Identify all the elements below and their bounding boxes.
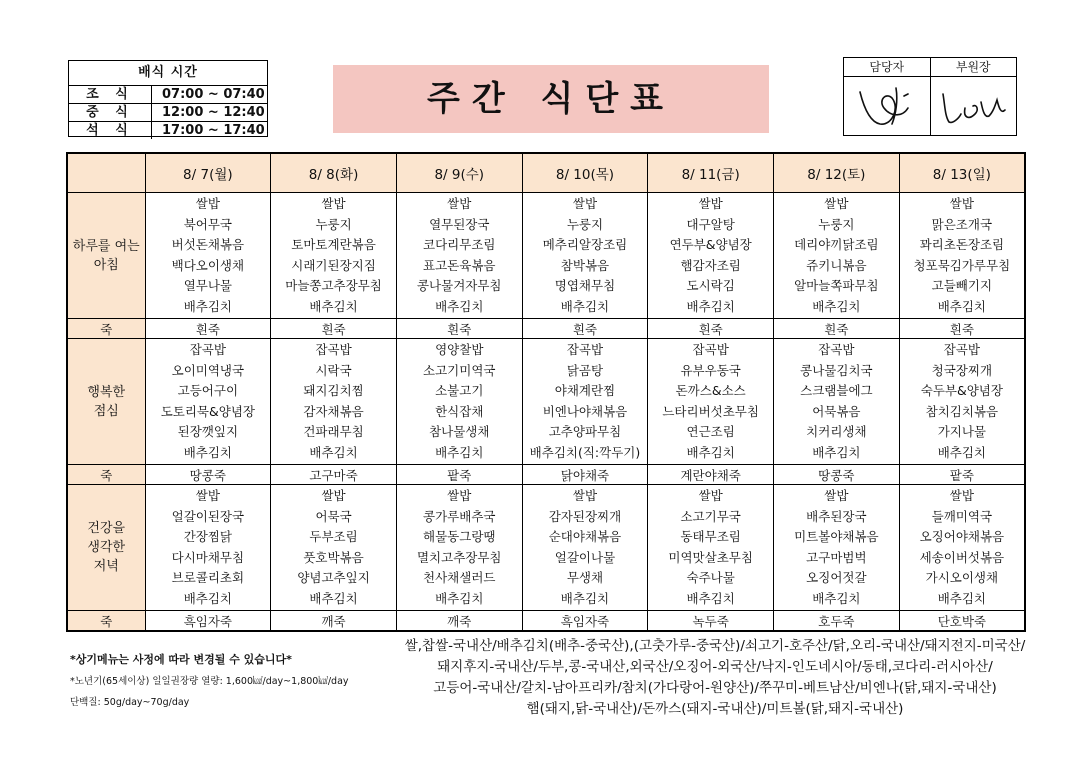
menu-item: 고들빼기지 [931,278,993,293]
menu-item: 오징어젓갈 [806,570,867,585]
day-header: 8/ 11(금) [648,153,774,193]
menu-item: 토마토계란볶음 [291,237,376,252]
menu-item: 잡곡밥 [692,342,729,357]
menu-item: 연근조림 [686,424,735,439]
menu-item: 쌀밥 [949,488,974,503]
menu-item: 배추김치 [812,298,861,314]
porridge-cell: 땅콩죽 [774,465,900,485]
menu-item: 대구알탕 [686,216,735,232]
menu-item: 콩나물김치국 [800,362,873,378]
menu-item: 쌀밥 [698,488,723,503]
menu-item: 잡곡밥 [189,342,226,357]
day-header: 8/ 12(토) [774,153,900,193]
menu-item: 버섯돈채볶음 [171,237,245,252]
meal-time-value: 12:00 ~ 12:40 [162,105,265,120]
approval-header: 부원장 [931,58,1017,77]
meal-row [67,193,1025,319]
menu-item: 콩가루배추국 [423,508,496,524]
menu-item: 알마늘쪽파무침 [794,278,879,293]
menu-item: 어묵국 [315,508,352,524]
menu-item: 멸치고추장무침 [416,549,502,565]
menu-item: 해물동그랑땡 [423,529,496,544]
menu-item: 세송이버섯볶음 [919,549,1005,565]
menu-item: 메추리알장조림 [542,237,628,252]
menu-item: 비엔나야채볶음 [542,403,628,419]
menu-item: 유부우동국 [680,362,741,378]
serving-time-row [69,86,267,104]
menu-item: 데리야끼닭조림 [794,237,879,252]
meal-time-value: 07:00 ~ 07:40 [162,87,265,102]
meal-time-label: 석 식 [69,122,152,139]
porridge-row [67,465,1025,485]
porridge-cell: 땅콩죽 [145,465,271,485]
menu-item: 배추김치 [309,298,358,314]
menu-item: 시락국 [315,362,352,378]
menu-item: 누룽지 [566,216,604,232]
menu-cell [522,193,648,319]
menu-item: 감자채볶음 [303,403,364,419]
menu-cell [899,193,1025,319]
menu-item: 북어무국 [183,216,232,232]
porridge-cell: 흑임자죽 [522,611,648,632]
menu-item: 간장찜닭 [183,529,232,544]
signature-manager [844,77,930,135]
porridge-cell: 단호박죽 [899,611,1025,632]
menu-item: 스크램블에그 [800,383,873,398]
menu-item: 배추김치 [435,444,484,460]
porridge-cell: 팥죽 [396,465,522,485]
menu-item: 배추김치 [937,590,987,606]
menu-item: 한식잡채 [435,403,484,419]
menu-item: 청포묵김가루무침 [913,257,1011,273]
porridge-cell: 흰죽 [145,319,271,339]
menu-item: 배추김치 [937,444,987,460]
meal-row [67,339,1025,465]
origin-info [385,636,1045,720]
menu-item: 두부조림 [309,529,358,544]
menu-item: 배추김치 [686,590,735,606]
serving-time-header: 배식 시간 [69,61,267,86]
menu-cell [271,485,397,611]
menu-item: 배추김치 [309,590,358,606]
menu-item: 미역맛살초무침 [668,549,753,565]
menu-item: 쌀밥 [321,488,346,503]
menu-item: 배추김치 [560,590,610,606]
menu-item: 잡곡밥 [315,342,352,357]
menu-item: 숙두부&양념장 [920,383,1003,398]
menu-item: 백다오이생채 [171,257,245,273]
menu-item: 양념고추잎지 [297,570,370,585]
menu-item: 쌀밥 [824,196,849,211]
menu-item: 배추김치 [183,590,232,606]
porridge-row [67,319,1025,339]
menu-cell [774,485,900,611]
menu-item: 쌀밥 [824,488,849,503]
menu-item: 열무된장국 [429,216,490,232]
menu-item: 느타리버섯초무침 [662,403,759,419]
menu-item: 천사채샐러드 [423,570,496,585]
menu-item: 소고기미역국 [423,362,496,378]
menu-item: 소고기무국 [680,508,741,524]
menu-cell [648,193,774,319]
menu-item: 쥬키니볶음 [806,257,867,273]
meal-row [67,485,1025,611]
menu-item: 풋호박볶음 [303,549,364,565]
menu-item: 오이미역냉국 [171,362,245,378]
menu-item: 배추김치 [183,298,232,314]
menu-cell [145,193,271,319]
menu-item: 고등어구이 [177,383,239,398]
porridge-cell: 흰죽 [271,319,397,339]
menu-change-note: *상기메뉴는 사정에 따라 변경될 수 있습니다* [70,653,292,666]
porridge-label: 죽 [67,465,145,485]
menu-cell [774,193,900,319]
porridge-cell: 호두죽 [774,611,900,632]
porridge-cell: 닭야채죽 [522,465,648,485]
day-header: 8/ 10(목) [522,153,648,193]
menu-item: 맑은조개국 [931,216,993,232]
approval-header: 담당자 [844,58,930,77]
menu-item: 쌀밥 [698,196,723,211]
menu-item: 야채계란찜 [554,383,616,398]
meal-time-value: 17:00 ~ 17:40 [162,123,265,138]
menu-item: 숙주나물 [686,570,735,585]
porridge-label: 죽 [67,611,145,632]
menu-item: 배추김치 [183,444,232,460]
menu-item: 배추김치 [435,590,484,606]
menu-cell [396,339,522,465]
menu-item: 배추김치 [686,444,735,460]
porridge-cell: 흰죽 [774,319,900,339]
menu-item: 잡곡밥 [943,342,980,357]
menu-item: 참치김치볶음 [925,403,999,419]
day-header: 8/ 8(화) [271,153,397,193]
menu-item: 배추김치 [309,444,358,460]
menu-item: 마늘쫑고추장무침 [285,278,382,293]
menu-item: 영양찰밥 [435,342,484,357]
porridge-cell: 흰죽 [522,319,648,339]
menu-item: 들깨미역국 [931,508,993,524]
menu-cell [271,193,397,319]
menu-item: 배추김치 [812,590,861,606]
menu-item: 배추김치 [435,298,484,314]
menu-item: 돼지김치찜 [303,383,364,398]
day-header-row [67,153,1025,193]
menu-item: 청국장찌개 [931,362,993,378]
approval-column-manager [844,58,930,135]
origin-line: 고등어-국내산/갈치-남아프리카/참치(가다랑어-원양산)/쭈꾸미-베트남산/비엔나(닭,돼지-국내산) [433,680,997,696]
menu-item: 닭곰탕 [566,362,604,378]
menu-item: 쌀밥 [447,196,472,211]
menu-item: 연두부&양념장 [669,237,752,252]
corner-cell [67,153,145,193]
menu-item: 건파래무침 [303,424,364,439]
menu-item: 브로콜리초회 [171,570,245,585]
menu-item: 감자된장찌개 [548,508,622,524]
page-title: 주간 식단표 [333,65,769,133]
day-header: 8/ 9(수) [396,153,522,193]
menu-item: 배추김치 [812,444,861,460]
menu-item: 도토리묵&양념장 [160,403,255,419]
menu-cell [396,193,522,319]
meal-label: 행복한 점심 [67,339,145,465]
menu-item: 쌀밥 [321,196,346,211]
menu-item: 쌀밥 [195,488,220,503]
origin-line: 쌀,찹쌀-국내산/배추김치(배추-중국산),(고춧가루-중국산)/쇠고기-호주산/닭,오리-국내산/돼지전지-미국산/ [404,638,1026,654]
menu-cell [648,485,774,611]
menu-item: 배추김치(직:깍두기) [529,444,641,460]
porridge-cell: 녹두죽 [648,611,774,632]
porridge-row [67,611,1025,632]
menu-item: 미트볼야채볶음 [794,529,879,544]
porridge-cell: 흰죽 [899,319,1025,339]
origin-line: 돼지후지-국내산/두부,콩-국내산,외국산/오징어-외국산/낙지-인도네시아/동태,코다리-러시아산/ [437,659,993,675]
menu-cell [899,339,1025,465]
menu-item: 돈까스&소스 [675,383,746,398]
menu-cell [522,339,648,465]
menu-cell [396,485,522,611]
menu-item: 잡곡밥 [818,342,855,357]
menu-item: 얼갈이나물 [554,549,616,565]
menu-item: 햄감자조림 [680,257,741,273]
menu-cell [522,485,648,611]
menu-item: 무생채 [566,570,604,585]
menu-item: 콩나물겨자무침 [416,278,502,293]
menu-item: 명엽채무침 [554,278,616,293]
menu-item: 고추양파무침 [548,424,622,439]
porridge-cell: 깨죽 [396,611,522,632]
menu-item: 누룽지 [315,216,352,232]
menu-item: 꽈리초돈장조림 [919,237,1005,252]
menu-item: 누룽지 [818,216,855,232]
menu-item: 오징어야채볶음 [919,529,1005,544]
menu-cell [899,485,1025,611]
menu-item: 표고돈육볶음 [423,257,496,273]
porridge-cell: 깨죽 [271,611,397,632]
serving-time-row [69,104,267,122]
menu-item: 열무나물 [183,278,232,293]
menu-item: 잡곡밥 [566,342,604,357]
menu-item: 순대야채볶음 [548,529,622,544]
approval-box [843,57,1017,136]
menu-cell [271,339,397,465]
menu-item: 배추된장국 [806,508,867,524]
meal-label: 하루를 여는 아침 [67,193,145,319]
menu-item: 코다리무조림 [423,237,496,252]
menu-item: 배추김치 [937,298,987,314]
serving-time-box [68,60,268,137]
energy-note: *노년기(65세이상) 일일권장량 열량: 1,600㎉/day~1,800㎉/day [70,676,349,687]
day-header: 8/ 7(월) [145,153,271,193]
menu-item: 배추김치 [686,298,735,314]
menu-item: 된장깻잎지 [177,424,239,439]
porridge-cell: 흰죽 [396,319,522,339]
porridge-cell: 흰죽 [648,319,774,339]
origin-line: 햄(돼지,닭-국내산)/돈까스(돼지-국내산)/미트볼(닭,돼지-국내산) [526,701,904,717]
menu-item: 소불고기 [435,383,484,398]
menu-item: 다시마채무침 [171,549,245,565]
weekly-menu-table [66,152,1026,632]
menu-item: 시래기된장지짐 [291,257,376,273]
menu-item: 어묵볶음 [812,403,861,419]
menu-item: 도시락김 [686,278,735,293]
menu-item: 쌀밥 [572,488,598,503]
signature-director [931,77,1017,135]
menu-item: 가지나물 [937,424,987,439]
menu-item: 쌀밥 [572,196,598,211]
meal-label: 건강을 생각한 저녁 [67,485,145,611]
meal-time-label: 중 식 [69,104,152,121]
porridge-cell: 계란야채죽 [648,465,774,485]
porridge-cell: 흑임자죽 [145,611,271,632]
menu-item: 쌀밥 [447,488,472,503]
menu-cell [648,339,774,465]
menu-cell [774,339,900,465]
menu-item: 배추김치 [560,298,610,314]
protein-note: 단백질: 50g/day~70g/day [70,697,190,708]
meal-time-label: 조 식 [69,86,152,103]
menu-item: 얼갈이된장국 [171,508,245,524]
menu-cell [145,339,271,465]
day-header: 8/ 13(일) [899,153,1025,193]
serving-time-row [69,122,267,139]
menu-item: 고구마범벅 [806,549,867,565]
porridge-cell: 고구마죽 [271,465,397,485]
menu-item: 쌀밥 [195,196,220,211]
menu-item: 가시오이생채 [925,570,999,585]
porridge-label: 죽 [67,319,145,339]
menu-item: 치커리생채 [806,424,867,439]
menu-item: 동태무조림 [680,529,741,544]
menu-item: 참나물생채 [429,424,490,439]
menu-cell [145,485,271,611]
menu-item: 쌀밥 [949,196,974,211]
menu-item: 참박볶음 [560,257,610,273]
approval-column-director [930,58,1017,135]
porridge-cell: 팥죽 [899,465,1025,485]
